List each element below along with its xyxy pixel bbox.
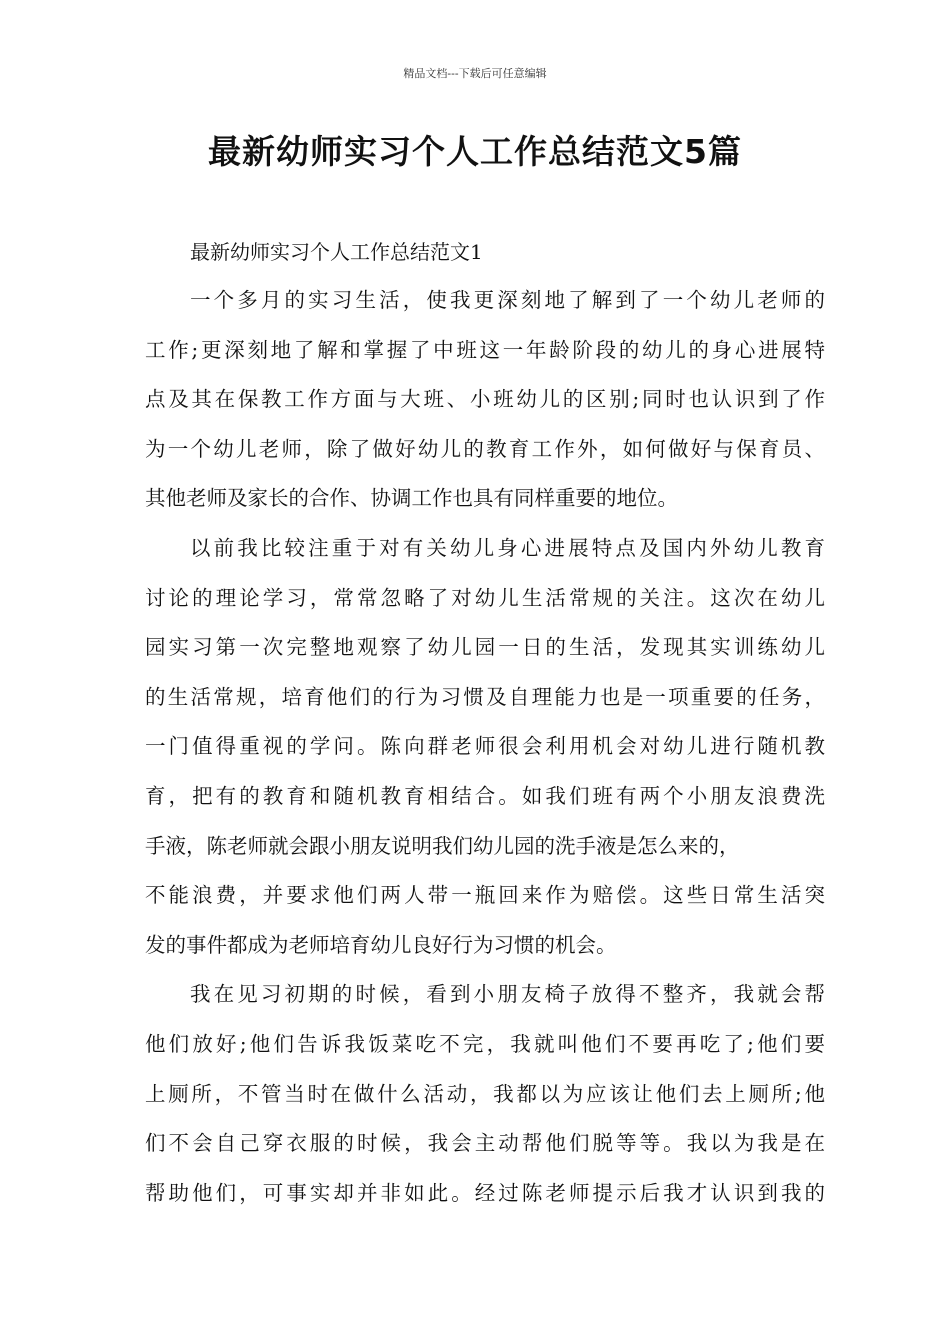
paragraph-line: 一门值得重视的学问。陈向群老师很会利用机会对幼儿进行随机教 (145, 734, 825, 759)
paragraph-line: 点及其在保教工作方面与大班、小班幼儿的区别;同时也认识到了作 (145, 387, 825, 412)
paragraph-line: 园实习第一次完整地观察了幼儿园一日的生活，发现其实训练幼儿 (145, 635, 825, 660)
document-title: 最新幼师实习个人工作总结范文5篇 (208, 132, 742, 171)
paragraph-line: 手液，陈老师就会跟小朋友说明我们幼儿园的洗手液是怎么来的， (145, 833, 740, 858)
section-heading: 最新幼师实习个人工作总结范文1 (190, 240, 483, 264)
paragraph-line: 以前我比较注重于对有关幼儿身心进展特点及国内外幼儿教育 (190, 535, 825, 560)
paragraph-line: 们不会自己穿衣服的时候，我会主动帮他们脱等等。我以为我是在 (145, 1131, 825, 1156)
paragraph-line: 他们放好;他们告诉我饭菜吃不完，我就叫他们不要再吃了;他们要 (145, 1031, 825, 1056)
paragraph-line: 育，把有的教育和随机教育相结合。如我们班有两个小朋友浪费洗 (145, 783, 825, 808)
paragraph-line: 一个多月的实习生活，使我更深刻地了解到了一个幼儿老师的 (190, 288, 825, 312)
paragraph-3 (145, 970, 825, 1218)
paragraph-2 (145, 524, 825, 970)
paragraph-line: 发的事件都成为老师培育幼儿良好行为习惯的机会。 (145, 932, 617, 957)
paragraph-line: 帮助他们，可事实却并非如此。经过陈老师提示后我才认识到我的 (145, 1180, 825, 1205)
header-note: 精品文档---下载后可任意编辑 (403, 67, 547, 80)
paragraph-line: 其他老师及家长的合作、协调工作也具有同样重要的地位。 (145, 486, 678, 511)
paragraph-line: 上厕所，不管当时在做什么活动，我都以为应该让他们去上厕所;他 (145, 1081, 825, 1106)
paragraph-line: 不能浪费，并要求他们两人带一瓶回来作为赔偿。这些日常生活突 (145, 883, 825, 908)
paragraph-line: 为一个幼儿老师，除了做好幼儿的教育工作外，如何做好与保育员、 (145, 436, 825, 461)
paragraph-line: 的生活常规，培育他们的行为习惯及自理能力也是一项重要的任务， (145, 684, 825, 709)
paragraph-line: 我在见习初期的时候，看到小朋友椅子放得不整齐，我就会帮 (190, 982, 825, 1007)
paragraph-line: 讨论的理论学习，常常忽略了对幼儿生活常规的关注。这次在幼儿 (145, 585, 825, 610)
paragraph-line: 工作;更深刻地了解和掌握了中班这一年龄阶段的幼儿的身心进展特 (145, 337, 825, 362)
paragraph-1 (145, 276, 825, 524)
document-body (145, 228, 825, 1218)
